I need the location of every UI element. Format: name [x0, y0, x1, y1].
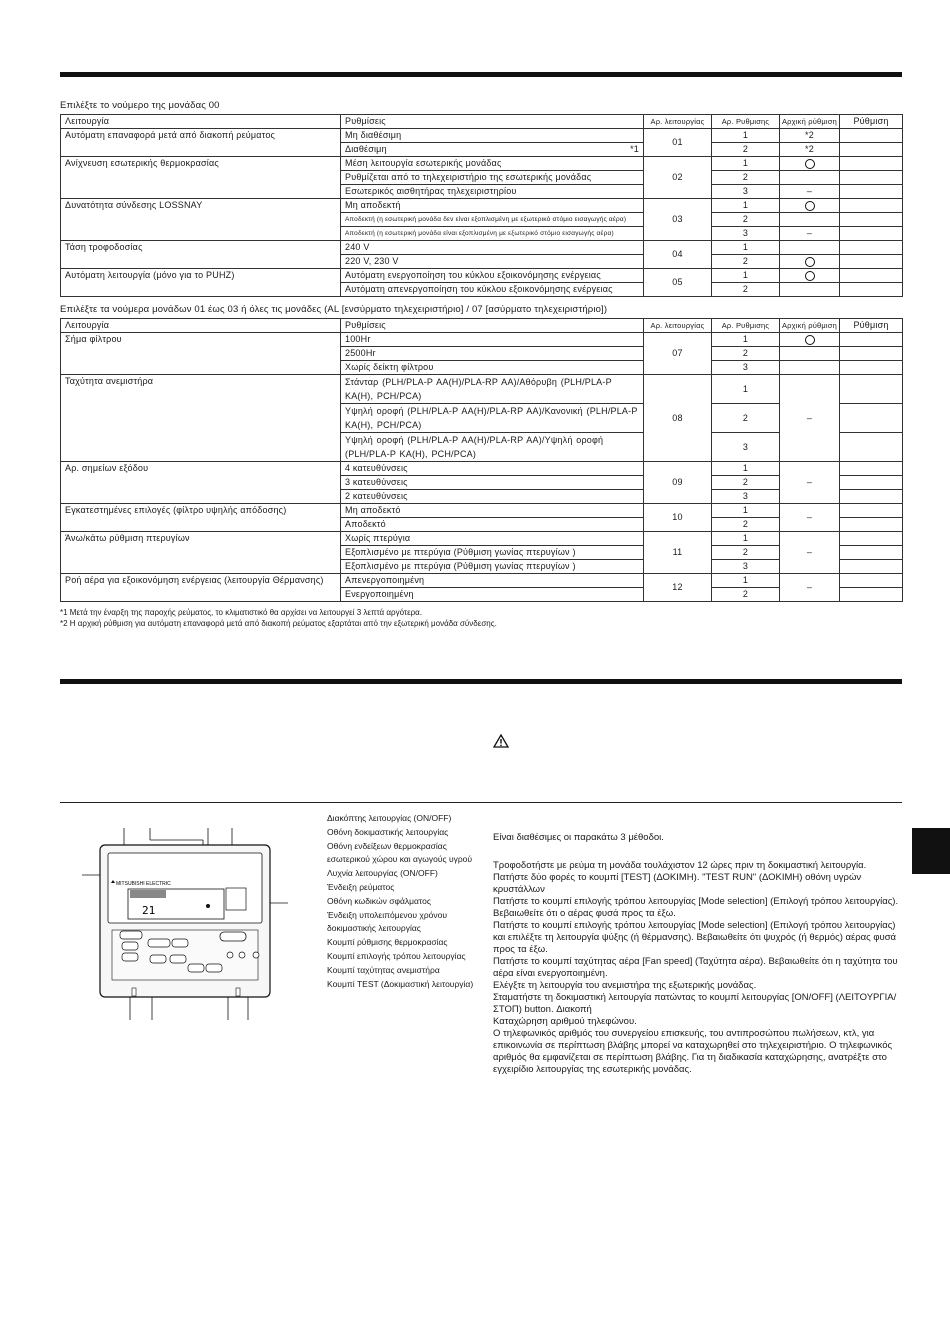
setting-number-cell: 1 — [712, 269, 780, 283]
user-setting-cell — [840, 199, 903, 213]
test-run-step: Σταματήστε τη δοκιμαστική λειτουργία πατώντας το κουμπί λειτουργίας [ON/OFF] (ΛΕΙΤΟΥΡΓΙΑ/ΣΤΟΠ) button. Διακοπή — [493, 992, 897, 1015]
initial-setting-cell — [780, 255, 840, 269]
setting-cell: 240 V — [341, 241, 644, 255]
initial-setting-cell — [780, 361, 840, 375]
table-header-4: Αρ. Ρυθμισης — [712, 319, 780, 333]
initial-setting-cell — [780, 283, 840, 297]
setting-cell: Μη αποδεκτό — [341, 504, 644, 518]
default-circle-mark — [805, 335, 815, 345]
test-run-step: Ελέγξτε τη λειτουργία του ανεμιστήρα της εξωτερικής μονάδας. — [493, 980, 757, 991]
setting-number-cell: 3 — [712, 560, 780, 574]
table-row — [61, 129, 903, 143]
setting-number-cell: 1 — [712, 241, 780, 255]
table-header-3: Αρ. λειτουργίας — [644, 115, 712, 129]
table-row — [61, 269, 903, 283]
initial-setting-cell — [780, 213, 840, 227]
function-cell: Δυνατότητα σύνδεσης LOSSNAY — [61, 199, 341, 241]
test-run-step: Πατήστε το κουμπί επιλογής τρόπου λειτουργίας [Mode selection] (Επιλογή τρόπου λειτουργίας). Βεβαιωθείτε ότι ο αέρας φυσά προς τα έξω. — [493, 896, 899, 919]
table-header-6: Ρύθμιση — [840, 319, 903, 333]
function-cell: Αυτόματη λειτουργία (μόνο για το PUHZ) — [61, 269, 341, 297]
user-setting-cell — [840, 333, 903, 347]
setting-number-cell: 3 — [712, 185, 780, 199]
caption-unit-00: Επιλέξτε το νούμερο της μονάδας 00 — [60, 100, 220, 111]
user-setting-cell — [840, 518, 903, 532]
function-cell: Ταχύτητα ανεμιστήρα — [61, 375, 341, 462]
setting-number-cell: 2 — [712, 588, 780, 602]
function-cell: Αρ. σημείων εξόδου — [61, 462, 341, 504]
user-setting-cell — [840, 185, 903, 199]
table-row — [61, 574, 903, 588]
function-cell: Τάση τροφοδοσίας — [61, 241, 341, 269]
table-header-6: Ρύθμιση — [840, 115, 903, 129]
setting-cell: Αποδεκτή (η εσωτερική μονάδα είναι εξοπλισμένη με εξωτερικό στόμιο εισαγωγής αέρα) — [341, 227, 644, 241]
legend-item: Οθόνη ενδείξεων θερμοκρασίας εσωτερικού χώρου και αγωγούς υγρού — [327, 840, 473, 865]
table-row — [61, 375, 903, 404]
setting-number-cell: 1 — [712, 199, 780, 213]
table-row — [61, 333, 903, 347]
remote-controller-diagram — [60, 820, 300, 1030]
mode-number-cell: 11 — [644, 532, 712, 574]
user-setting-cell — [840, 171, 903, 185]
function-cell: Εγκατεστημένες επιλογές (φίλτρο υψηλής απόδοσης) — [61, 504, 341, 532]
legend-item: Κουμπί TEST (Δοκιμαστική λειτουργία) — [327, 978, 474, 989]
setting-cell: 2500Hr — [341, 347, 644, 361]
setting-cell: Χωρίς δείκτη φίλτρου — [341, 361, 644, 375]
setting-cell: Μη διαθέσιμη — [341, 129, 644, 143]
mode-number-cell: 03 — [644, 199, 712, 241]
legend-item: Ένδειξη ρεύματος — [327, 881, 395, 892]
mode-number-cell: 12 — [644, 574, 712, 602]
user-setting-cell — [840, 546, 903, 560]
function-table-unit-00 — [60, 114, 903, 297]
user-setting-cell — [840, 213, 903, 227]
setting-cell: Εσωτερικός αισθητήρας τηλεχειριστηρίου — [341, 185, 644, 199]
setting-cell: Αποδεκτό — [341, 518, 644, 532]
initial-setting-cell: *2 — [780, 143, 840, 157]
table-row — [61, 504, 903, 518]
initial-setting-cell — [780, 269, 840, 283]
warning-icon — [493, 734, 509, 748]
setting-number-cell: 2 — [712, 476, 780, 490]
function-cell: Αυτόματη επαναφορά μετά από διακοπή ρεύματος — [61, 129, 341, 157]
user-setting-cell — [840, 375, 903, 404]
setting-number-cell: 3 — [712, 433, 780, 462]
setting-cell: 4 κατευθύνσεις — [341, 462, 644, 476]
legend-item: Λυχνία λειτουργίας (ON/OFF) — [327, 868, 438, 879]
table-header-5: Αρχική ρύθμιση — [780, 115, 840, 129]
mode-number-cell: 10 — [644, 504, 712, 532]
setting-number-cell: 2 — [712, 171, 780, 185]
user-setting-cell — [840, 255, 903, 269]
setting-number-cell: 2 — [712, 518, 780, 532]
test-run-step: Καταχώρηση αριθμού τηλεφώνου. — [493, 1016, 637, 1027]
user-setting-cell — [840, 361, 903, 375]
setting-number-cell: 1 — [712, 129, 780, 143]
user-setting-cell — [840, 560, 903, 574]
initial-setting-cell — [780, 241, 840, 255]
table-header-4: Αρ. Ρυθμισης — [712, 115, 780, 129]
table-header-2: Ρυθμίσεις — [341, 115, 644, 129]
setting-cell: 2 κατευθύνσεις — [341, 490, 644, 504]
initial-setting-cell: *2 — [780, 129, 840, 143]
mode-number-cell: 02 — [644, 157, 712, 199]
initial-setting-cell — [780, 199, 840, 213]
setting-number-cell: 2 — [712, 404, 780, 433]
user-setting-cell — [840, 347, 903, 361]
user-setting-cell — [840, 129, 903, 143]
initial-setting-cell: – — [780, 504, 840, 532]
setting-cell: Αυτόματη ενεργοποίηση του κύκλου εξοικονόμησης ενέργειας — [341, 269, 644, 283]
default-circle-mark — [805, 271, 815, 281]
user-setting-cell — [840, 588, 903, 602]
language-side-tab — [912, 828, 950, 874]
setting-cell: Ρυθμίζεται από το τηλεχειριστήριο της εσωτερικής μονάδας — [341, 171, 644, 185]
legend-item: Κουμπί ρύθμισης θερμοκρασίας — [327, 937, 448, 948]
user-setting-cell — [840, 241, 903, 255]
footnote-1: *1 Μετά την έναρξη της παροχής ρεύματος, το κλιματιστικό θα αρχίσει να λειτουργεί 3 λεπτά αργότερα. — [60, 608, 423, 617]
setting-number-cell: 2 — [712, 347, 780, 361]
setting-cell: Μη αποδεκτή — [341, 199, 644, 213]
mode-number-cell: 08 — [644, 375, 712, 462]
test-run-step: Ο τηλεφωνικός αριθμός του συνεργείου επισκευής, του αντιπροσώπου πωλήσεων, κτλ, για επικοινωνία σε περίπτωση βλάβης μπορεί να καταχωρηθεί στο τηλεχειριστήριο. Ο τηλεφωνικός αριθμός θα εμφανίζεται σε περίπτωση βλάβης. Για τη διαδικασία καταχώρησης, ανατρέξτε στο εγχειρίδιο λειτουργίας της εσωτερικής μονάδας. — [493, 1028, 893, 1075]
remote-display-value: 21 — [142, 904, 156, 917]
setting-cell: Αποδεκτή (η εσωτερική μονάδα δεν είναι εξοπλισμένη με εξωτερικό στόμιο εισαγωγής αέρα) — [341, 213, 644, 227]
table-header-1: Λειτουργία — [61, 319, 341, 333]
function-cell: Ανίχνευση εσωτερικής θερμοκρασίας — [61, 157, 341, 199]
mode-number-cell: 09 — [644, 462, 712, 504]
setting-number-cell: 2 — [712, 283, 780, 297]
initial-setting-cell: – — [780, 375, 840, 462]
setting-number-cell: 1 — [712, 504, 780, 518]
setting-number-cell: 1 — [712, 462, 780, 476]
function-table-units-01-03 — [60, 318, 903, 602]
setting-cell: Απενεργοποιημένη — [341, 574, 644, 588]
footnote-ref: *1 — [630, 144, 639, 154]
initial-setting-cell: – — [780, 462, 840, 504]
remote-legend — [327, 812, 477, 991]
setting-number-cell: 3 — [712, 490, 780, 504]
test-run-steps — [493, 860, 903, 1076]
setting-number-cell: 2 — [712, 143, 780, 157]
test-run-step: Πατήστε δύο φορές το κουμπί [TEST] (ΔΟΚΙΜΗ). "TEST RUN" (ΔΟΚΙΜΗ) οθόνη υγρών κρυστάλλων — [493, 872, 862, 895]
default-circle-mark — [805, 201, 815, 211]
mode-number-cell: 07 — [644, 333, 712, 375]
user-setting-cell — [840, 227, 903, 241]
setting-cell: 100Hr — [341, 333, 644, 347]
legend-item: Οθόνη δοκιμαστικής λειτουργίας — [327, 826, 449, 837]
setting-number-cell: 1 — [712, 532, 780, 546]
setting-cell: 3 κατευθύνσεις — [341, 476, 644, 490]
legend-item: Ένδειξη υπολειπόμενου χρόνου δοκιμαστικής λειτουργίας — [327, 909, 448, 934]
setting-number-cell: 3 — [712, 361, 780, 375]
setting-cell: Διαθέσιμη *1 — [341, 143, 644, 157]
mode-number-cell: 05 — [644, 269, 712, 297]
initial-setting-cell: – — [780, 185, 840, 199]
setting-number-cell: 2 — [712, 213, 780, 227]
setting-number-cell: 2 — [712, 546, 780, 560]
user-setting-cell — [840, 143, 903, 157]
test-run-step: Πατήστε το κουμπί επιλογής τρόπου λειτουργίας [Mode selection] (Επιλογή τρόπου λειτουργίας) και επιλέξτε τη λειτουργία ψύξης (ή θέρμανσης). Βεβαιωθείτε ότι ψυχρός (ή θερμός) αέρας φυσά προς τα έξω. — [493, 920, 897, 955]
setting-cell: Υψηλή οροφή (PLH/PLA-P AA(H)/PLA-RP AA)/Υψηλή οροφή (PLH/PLA-P KA(H), PCH/PCA) — [341, 433, 644, 462]
top-rule — [60, 72, 902, 77]
user-setting-cell — [840, 433, 903, 462]
table-header-2: Ρυθμίσεις — [341, 319, 644, 333]
setting-cell: Εξοπλισμένο με πτερύγια (Ρύθμιση γωνίας πτερυγίων ) — [341, 546, 644, 560]
table-row — [61, 199, 903, 213]
setting-number-cell: 1 — [712, 375, 780, 404]
user-setting-cell — [840, 283, 903, 297]
initial-setting-cell — [780, 347, 840, 361]
initial-setting-cell — [780, 171, 840, 185]
setting-number-cell: 1 — [712, 157, 780, 171]
table-row — [61, 241, 903, 255]
user-setting-cell — [840, 404, 903, 433]
initial-setting-cell: – — [780, 574, 840, 602]
setting-cell: Εξοπλισμένο με πτερύγια (Ρύθμιση γωνίας πτερυγίων ) — [341, 560, 644, 574]
test-run-step: Τροφοδοτήστε με ρεύμα τη μονάδα τουλάχιστον 12 ώρες πριν τη δοκιμαστική λειτουργία. — [493, 860, 867, 871]
setting-number-cell: 1 — [712, 333, 780, 347]
user-setting-cell — [840, 574, 903, 588]
default-circle-mark — [805, 257, 815, 267]
setting-cell: Στάνταρ (PLH/PLA-P AA(H)/PLA-RP AA)/Αθόρυβη (PLH/PLA-P KA(H), PCH/PCA) — [341, 375, 644, 404]
section-rule — [60, 679, 902, 684]
setting-cell: Μέση λειτουργία εσωτερικής μονάδας — [341, 157, 644, 171]
table-row — [61, 157, 903, 171]
setting-number-cell: 1 — [712, 574, 780, 588]
initial-setting-cell — [780, 333, 840, 347]
setting-cell: 220 V, 230 V — [341, 255, 644, 269]
user-setting-cell — [840, 157, 903, 171]
setting-cell: Αυτόματη απενεργοποίηση του κύκλου εξοικονόμησης ενέργειας — [341, 283, 644, 297]
user-setting-cell — [840, 462, 903, 476]
setting-cell: Ενεργοποιημένη — [341, 588, 644, 602]
table-row — [61, 462, 903, 476]
user-setting-cell — [840, 504, 903, 518]
function-cell: Ροή αέρα για εξοικονόμηση ενέργειας (λειτουργία Θέρμανσης) — [61, 574, 341, 602]
user-setting-cell — [840, 476, 903, 490]
legend-item: Οθόνη κωδικών σφάλματος — [327, 895, 431, 906]
setting-cell: Υψηλή οροφή (PLH/PLA-P AA(H)/PLA-RP AA)/Κανονική (PLH/PLA-P KA(H), PCH/PCA) — [341, 404, 644, 433]
user-setting-cell — [840, 532, 903, 546]
setting-cell: Χωρίς πτερύγια — [341, 532, 644, 546]
default-circle-mark — [805, 159, 815, 169]
footnote-2: *2 Η αρχική ρύθμιση για αυτόματη επαναφορά μετά από διακοπή ρεύματος εξαρτάται από την εξωτερική μονάδα σύνδεσης. — [60, 619, 497, 628]
table-row — [61, 532, 903, 546]
initial-setting-cell: – — [780, 532, 840, 574]
user-setting-cell — [840, 490, 903, 504]
initial-setting-cell: – — [780, 227, 840, 241]
legend-item: Κουμπί ταχύτητας ανεμιστήρα — [327, 964, 440, 975]
user-setting-cell — [840, 269, 903, 283]
table-header-1: Λειτουργία — [61, 115, 341, 129]
test-run-intro: Είναι διαθέσιμες οι παρακάτω 3 μέθοδοι. — [493, 832, 664, 843]
mode-number-cell: 01 — [644, 129, 712, 157]
setting-number-cell: 3 — [712, 227, 780, 241]
mode-number-cell: 04 — [644, 241, 712, 269]
setting-number-cell: 2 — [712, 255, 780, 269]
initial-setting-cell — [780, 157, 840, 171]
table-header-3: Αρ. λειτουργίας — [644, 319, 712, 333]
legend-item: Διακόπτης λειτουργίας (ON/OFF) — [327, 813, 452, 823]
legend-item: Κουμπί επιλογής τρόπου λειτουργίας — [327, 950, 466, 961]
test-run-step: Πατήστε το κουμπί ταχύτητας αέρα [Fan speed] (Ταχύτητα αέρα). Βεβαιωθείτε ότι η ταχύτητα του αέρα είναι ενεργοποιημένη. — [493, 956, 898, 979]
function-cell: Άνω/κάτω ρύθμιση πτερυγίων — [61, 532, 341, 574]
table-header-5: Αρχική ρύθμιση — [780, 319, 840, 333]
caption-units-01-03: Επιλέξτε τα νούμερα μονάδων 01 έως 03 ή όλες τις μονάδες (AL [ενσύρματο τηλεχειριστήριο] / 07 [ασύρματο τηλεχειριστήριο]) — [60, 304, 608, 315]
test-run-rule — [60, 802, 902, 803]
remote-brand-label: MITSUBISHI ELECTRIC — [116, 881, 171, 887]
function-cell: Σήμα φίλτρου — [61, 333, 341, 375]
